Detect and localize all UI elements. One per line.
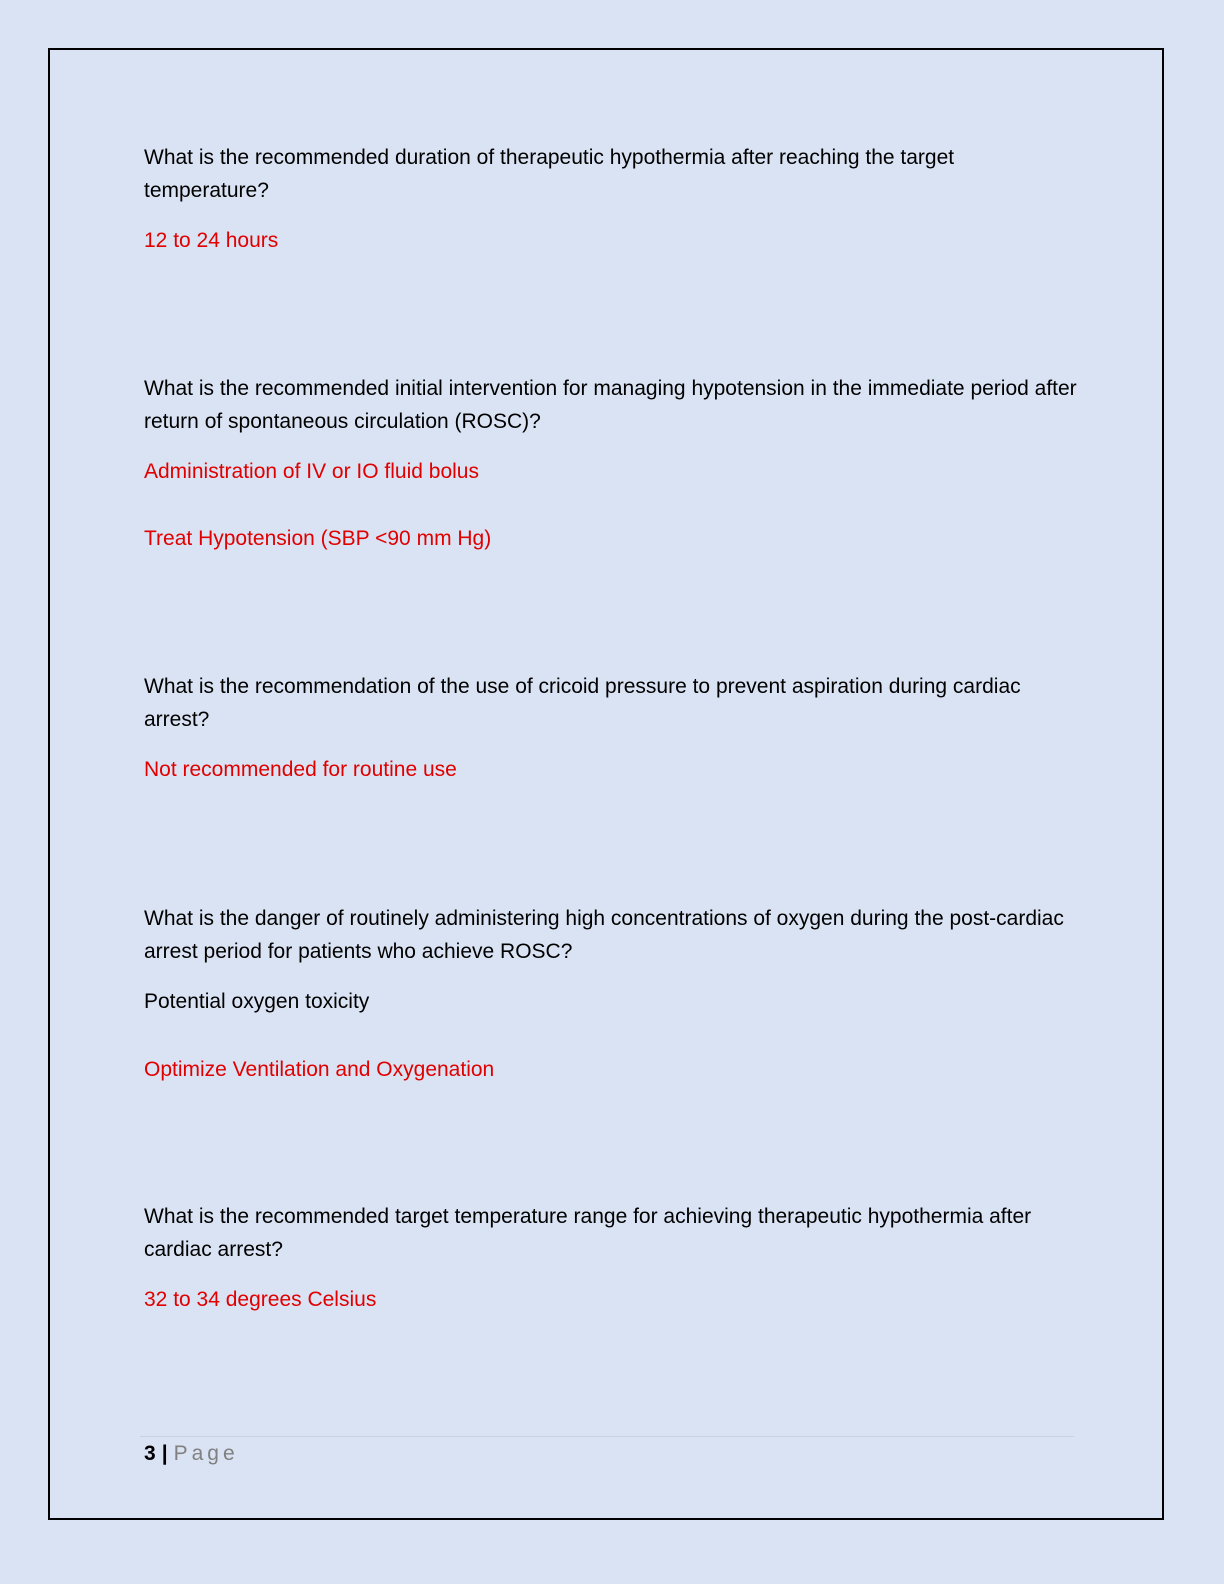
- note-4: Optimize Ventilation and Oxygenation: [144, 1058, 495, 1081]
- question-3: What is the recommendation of the use of cricoid pressure to prevent aspiration during cardiac arrest?: [144, 675, 1021, 731]
- answer-5: 32 to 34 degrees Celsius: [144, 1288, 377, 1311]
- page-label: Page: [173, 1442, 239, 1465]
- footer-separator: |: [161, 1442, 168, 1465]
- answer-4: Potential oxygen toxicity: [144, 990, 370, 1013]
- note-2: Treat Hypotension (SBP <90 mm Hg): [144, 527, 492, 550]
- question-2: What is the recommended initial intervention for managing hypotension in the immediate period after return of spontaneous circulation (ROSC)?: [144, 377, 1077, 433]
- answer-2: Administration of IV or IO fluid bolus: [144, 460, 479, 483]
- page-footer: [144, 1440, 239, 1468]
- question-4: What is the danger of routinely administering high concentrations of oxygen during the post-cardiac arrest period for patients who achieve ROSC?: [144, 907, 1064, 963]
- question-1: What is the recommended duration of therapeutic hypothermia after reaching the target temperature?: [144, 146, 955, 202]
- question-5: What is the recommended target temperature range for achieving therapeutic hypothermia after cardiac arrest?: [144, 1205, 1032, 1261]
- footer-rule: [140, 1436, 1074, 1437]
- answer-3: Not recommended for routine use: [144, 758, 457, 781]
- page-number: 3: [144, 1442, 156, 1465]
- answer-1: 12 to 24 hours: [144, 229, 279, 252]
